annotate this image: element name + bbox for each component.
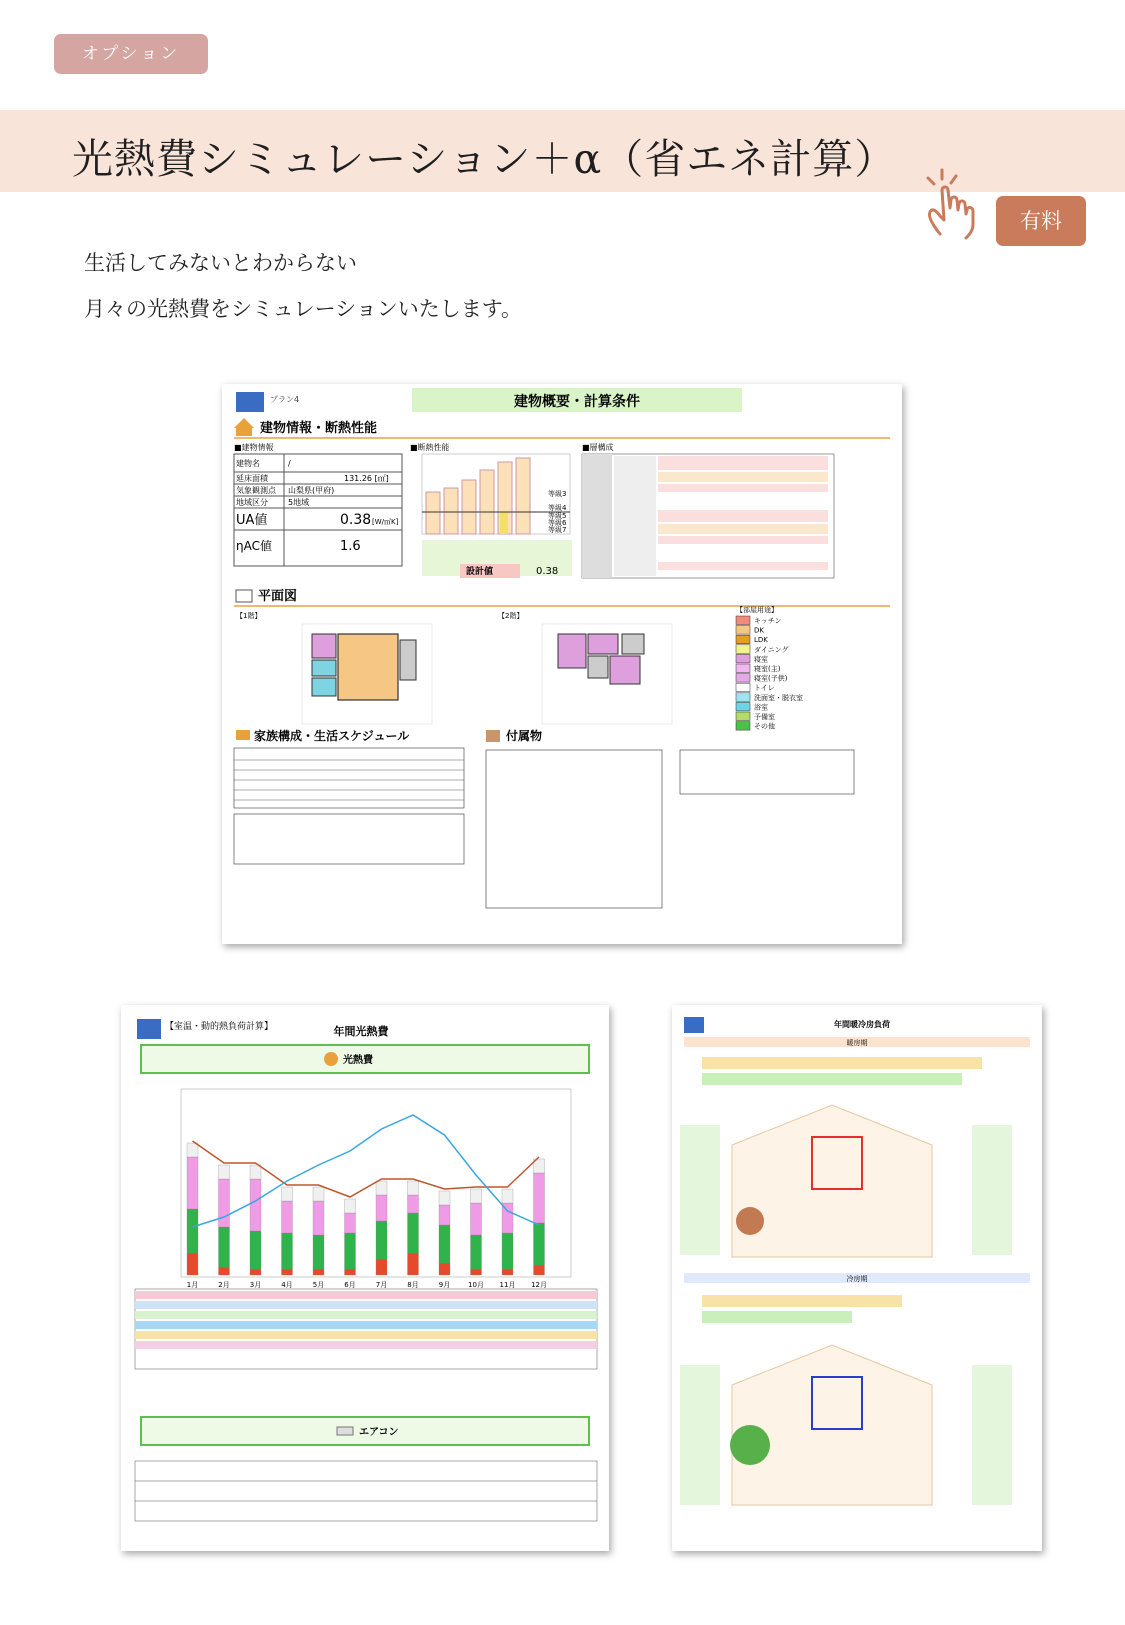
sheet1-section-plan: 平面図 (258, 589, 298, 604)
legend-swatch (736, 645, 750, 654)
bar-segment (219, 1227, 230, 1267)
bar-segment (439, 1263, 450, 1275)
legend-swatch (736, 616, 750, 625)
row-label: 地域区分 (236, 498, 268, 507)
calc-label: 設計値 (466, 567, 494, 577)
legend-swatch (736, 674, 750, 683)
month-label: 3月 (249, 1281, 262, 1289)
bar-segment (282, 1233, 293, 1269)
bar-segment (313, 1187, 324, 1201)
bar-segment (471, 1235, 482, 1269)
bar-segment (250, 1165, 261, 1179)
floorplan-1f (302, 624, 432, 724)
ua-unit: [W/㎡K] (372, 518, 399, 526)
bar-segment (282, 1269, 293, 1275)
bar-segment (187, 1143, 198, 1157)
bar-segment (345, 1199, 356, 1213)
grade-label: 等級5 (548, 512, 567, 520)
bar-segment (345, 1233, 356, 1269)
house-icon (234, 418, 254, 428)
bar-segment (282, 1201, 293, 1233)
legend-label: キッチン (754, 617, 782, 625)
legend-swatch (736, 654, 750, 663)
family-table (234, 748, 464, 864)
bar-segment (376, 1259, 387, 1275)
heating-label: 暖房期 (846, 1039, 868, 1047)
bar-segment (408, 1195, 419, 1213)
heating-house-diagram (680, 1105, 1012, 1257)
grade-label: 等級4 (548, 504, 567, 512)
row-label: 延床面積 (236, 474, 268, 483)
bar-segment (376, 1181, 387, 1195)
pointing-hand-icon (920, 168, 990, 242)
bar-segment (408, 1253, 419, 1275)
room-legend-title: 【部屋用途】 (736, 606, 778, 614)
month-label: 9月 (438, 1281, 451, 1289)
month-label: 6月 (344, 1281, 356, 1289)
row-value: 131.26 [㎡] (344, 474, 389, 483)
row-value: 山梨県(甲府) (288, 486, 335, 495)
bar-segment (439, 1191, 450, 1205)
family-icon (236, 730, 250, 740)
legend-swatch (736, 626, 750, 635)
bar-segment (187, 1157, 198, 1209)
month-label: 5月 (312, 1281, 325, 1289)
legend-swatch (736, 693, 750, 702)
page-title: 光熱費シミュレーション＋α（省エネ計算） (72, 135, 897, 183)
aircon-table (135, 1461, 597, 1521)
bar-segment (313, 1235, 324, 1269)
legend-swatch (736, 683, 750, 692)
coin-icon (324, 1052, 338, 1066)
bar-segment (313, 1201, 324, 1235)
logo-icon (684, 1017, 704, 1033)
ua-value: 0.38 (340, 512, 372, 528)
aircon-icon (337, 1427, 353, 1435)
legend-swatch (736, 702, 750, 711)
sheet2-title: 年間光熱費 (333, 1025, 389, 1038)
logo-icon (236, 392, 264, 412)
bar-segment (471, 1203, 482, 1235)
intro-text (84, 240, 522, 332)
row-value: 5地域 (288, 498, 310, 507)
bar-segment (187, 1209, 198, 1253)
legend-label: LDK (754, 636, 768, 645)
month-label: 8月 (407, 1281, 419, 1289)
legend-label: 浴室 (754, 703, 768, 712)
sheet1-section-family: 家族構成・生活スケジュール (254, 729, 410, 743)
month-label: 12月 (531, 1281, 547, 1289)
sheet1-plan: プラン4 (270, 395, 300, 404)
legend-label: その他 (754, 722, 775, 731)
bar-segment (408, 1181, 419, 1195)
fixtures-icon (486, 730, 500, 742)
grade-label: 等級7 (548, 526, 567, 534)
bar-segment (534, 1173, 545, 1223)
room-legend (736, 616, 803, 731)
structure-table (582, 454, 834, 578)
calc-value: 0.38 (536, 566, 559, 577)
bar-segment (219, 1267, 230, 1275)
sheet-annual-energy-cost (121, 1005, 609, 1551)
month-label: 10月 (468, 1281, 484, 1289)
ac-label: ηAC値 (236, 539, 272, 553)
grade-label: 等級6 (548, 519, 567, 527)
row-label: 建物名 (236, 459, 260, 468)
bar-segment (534, 1265, 545, 1275)
heating-bars (702, 1057, 982, 1085)
floorplan-icon (236, 590, 252, 602)
energy-label: 光熱費 (343, 1055, 373, 1066)
legend-label: DK (754, 626, 764, 635)
energy-table (135, 1289, 597, 1369)
bar-segment (376, 1195, 387, 1221)
ua-label: UA値 (236, 513, 268, 528)
aircon-label: エアコン (359, 1427, 399, 1438)
intro-line-2: 月々の光熱費をシミュレーションいたします。 (84, 297, 523, 321)
month-label: 11月 (499, 1281, 516, 1289)
legend-label: 寝室(主) (754, 665, 781, 673)
intro-line-1: 生活してみないとわからない (84, 251, 357, 275)
bar-segment (219, 1165, 230, 1179)
month-label: 4月 (281, 1281, 293, 1289)
insulation-chart (422, 454, 572, 578)
bar-segment (250, 1231, 261, 1269)
paid-badge: 有料 (996, 196, 1086, 246)
sheet2-subtitle: 【室温・動的熱負荷計算】 (165, 1022, 274, 1032)
bar-segment (250, 1179, 261, 1231)
grade-label: 等級3 (548, 490, 567, 498)
sheet-building-overview (222, 384, 902, 944)
option-badge: オプション (54, 34, 208, 74)
ac-value: 1.6 (340, 539, 361, 554)
bar-segment (250, 1269, 261, 1275)
bar-segment (439, 1225, 450, 1263)
row-label: 気象観測点 (236, 486, 276, 495)
sheet1-section-building: 建物情報・断熱性能 (260, 421, 378, 436)
cooling-label: 冷房期 (846, 1275, 868, 1283)
row-value: / (288, 459, 291, 468)
energy-chart (181, 1089, 571, 1289)
legend-swatch (736, 722, 750, 731)
bar-segment (502, 1269, 513, 1275)
month-label: 7月 (375, 1281, 388, 1289)
month-label: 1月 (186, 1281, 199, 1289)
bar-segment (313, 1269, 324, 1275)
bar-segment (187, 1253, 198, 1275)
sheet1-title: 建物概要・計算条件 (514, 394, 640, 410)
building-info-table (234, 454, 402, 566)
bar-segment (471, 1269, 482, 1275)
insulation-header: ■断熱性能 (410, 443, 450, 452)
legend-swatch (736, 712, 750, 721)
building-info-header: ■建物情報 (234, 443, 274, 452)
bar-segment (408, 1213, 419, 1253)
legend-label: 予備室 (754, 713, 775, 721)
bar-segment (345, 1213, 356, 1233)
floor1-label: 【1階】 (236, 612, 262, 620)
cooling-house-diagram (680, 1345, 1012, 1505)
bar-segment (502, 1189, 513, 1203)
cooling-bars (702, 1295, 902, 1323)
floor2-label: 【2階】 (498, 612, 524, 620)
bar-segment (471, 1189, 482, 1203)
bar-segment (502, 1233, 513, 1269)
sheet-heating-cooling-load (672, 1005, 1042, 1551)
fixtures-table (486, 750, 854, 908)
bar-segment (219, 1179, 230, 1227)
bar-segment (439, 1205, 450, 1225)
legend-label: トイレ (754, 684, 775, 693)
legend-label: 洗面室・脱衣室 (754, 693, 803, 702)
legend-label: 寝室(子供) (754, 674, 788, 683)
bar-segment (534, 1223, 545, 1265)
legend-swatch (736, 635, 750, 644)
legend-label: 寝室 (754, 655, 768, 664)
sheet3-title: 年間暖冷房負荷 (834, 1020, 890, 1029)
bar-segment (376, 1221, 387, 1259)
legend-swatch (736, 664, 750, 673)
logo-icon (137, 1019, 161, 1039)
bar-segment (345, 1269, 356, 1275)
structure-header: ■層構成 (582, 443, 614, 452)
legend-label: ダイニング (754, 645, 789, 654)
month-label: 2月 (218, 1281, 230, 1289)
floorplan-2f (542, 624, 672, 724)
sheet1-section-fixtures: 付属物 (506, 729, 543, 743)
bar-segment (282, 1187, 293, 1201)
